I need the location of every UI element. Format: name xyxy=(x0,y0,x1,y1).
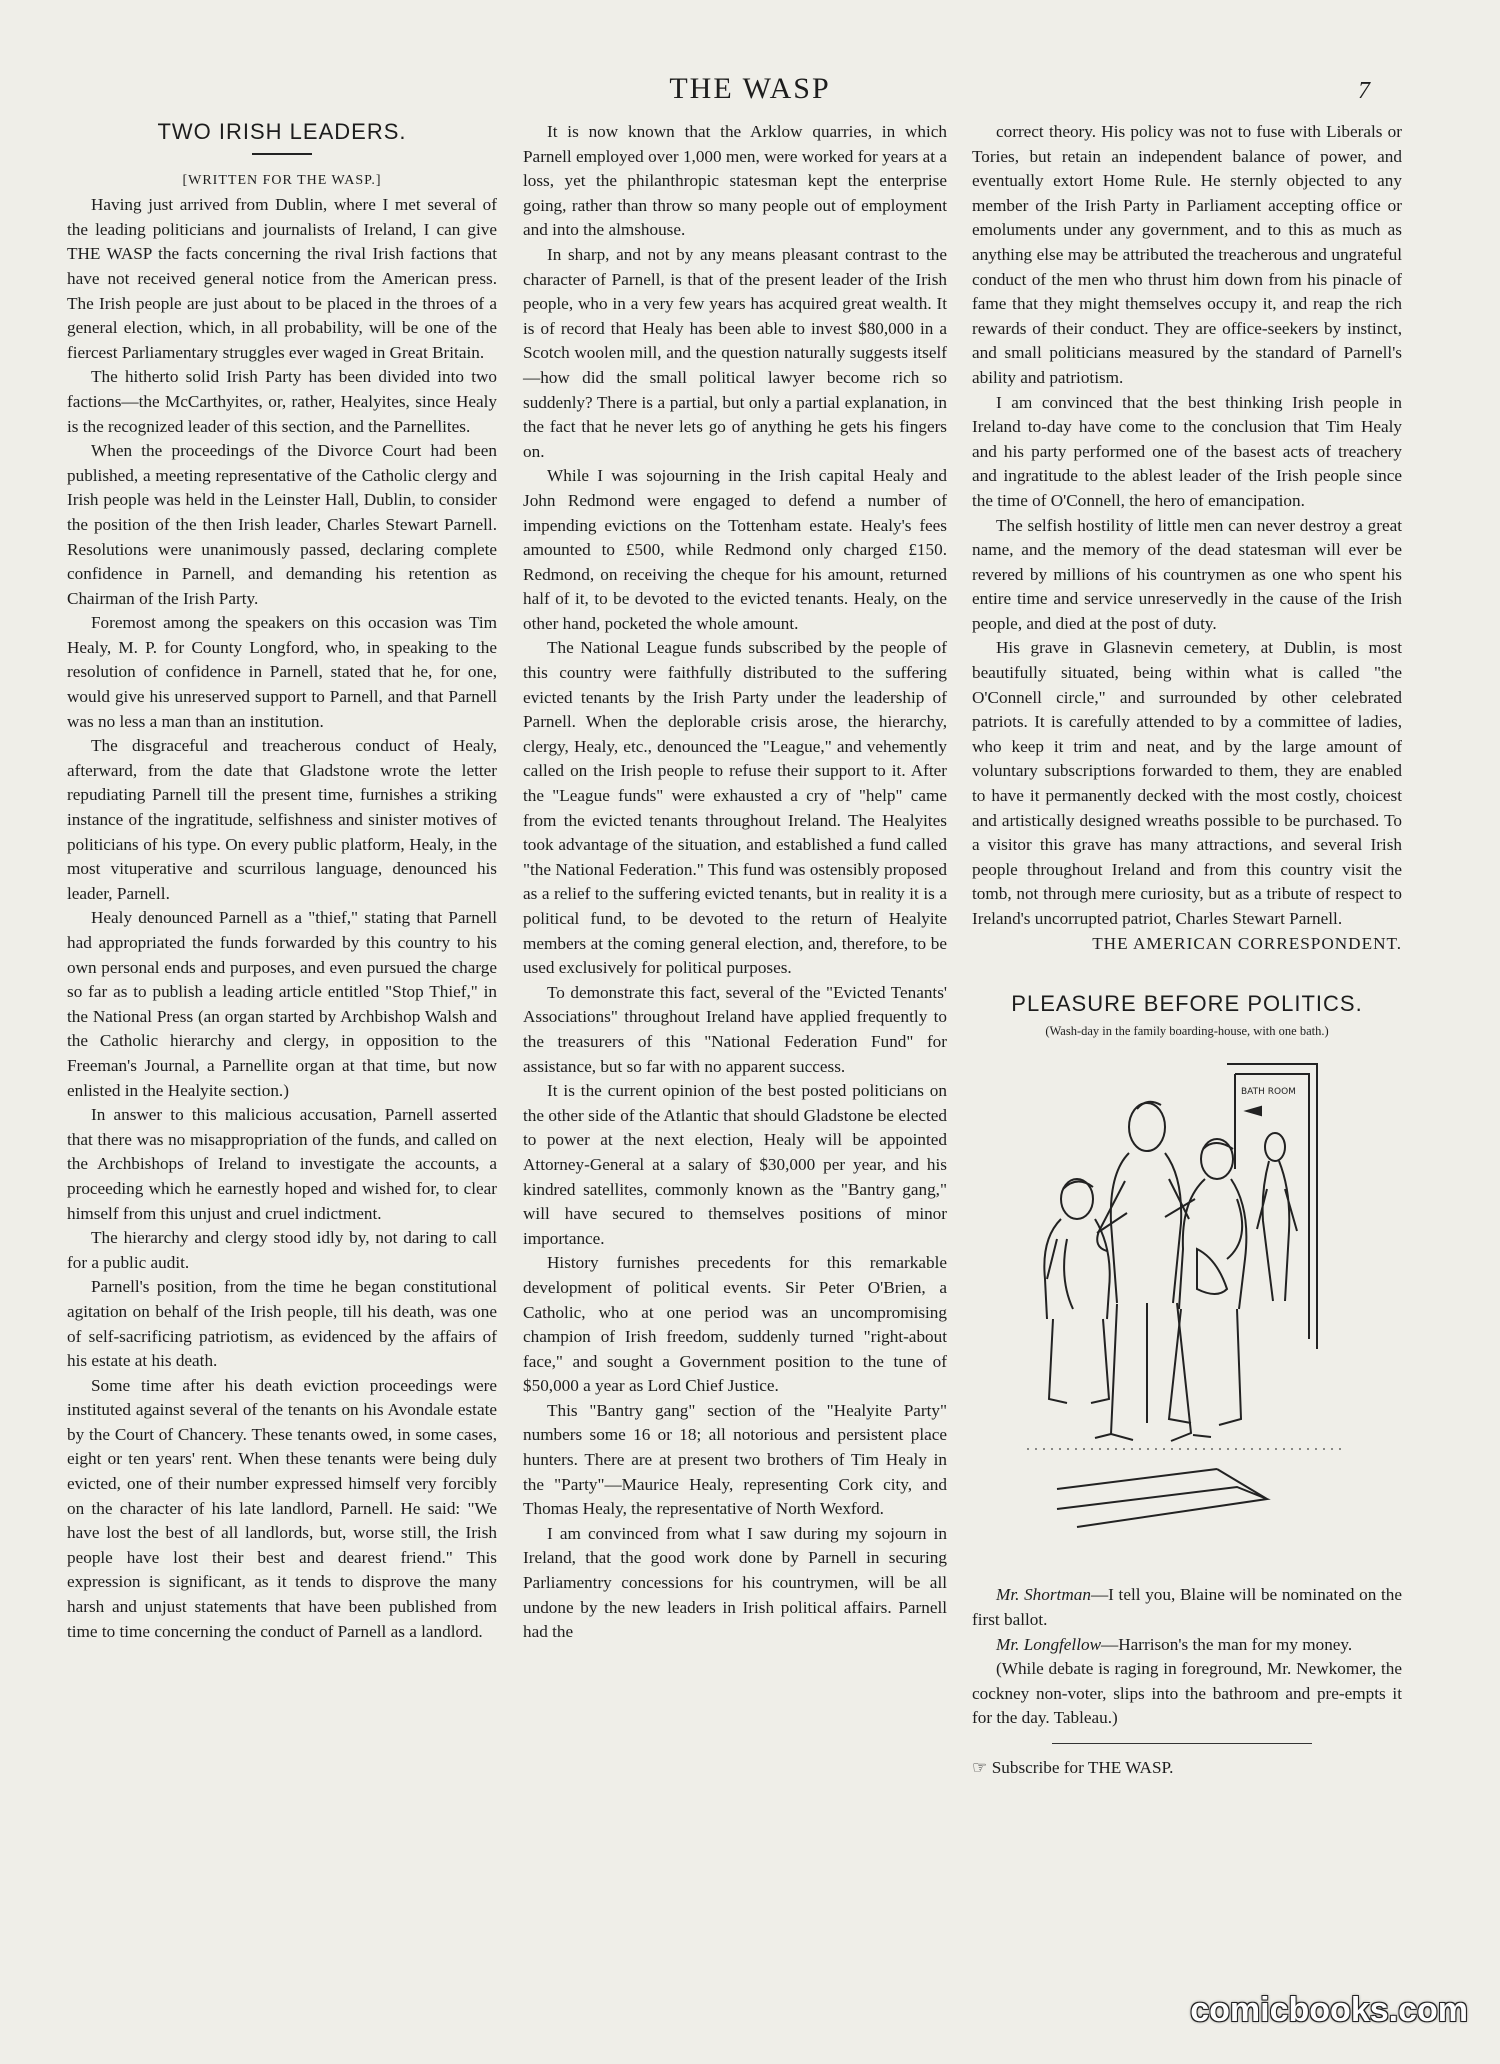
caption-speaker-1: Mr. Shortman xyxy=(996,1585,1091,1605)
caption-speaker-2: Mr. Longfellow xyxy=(996,1634,1102,1654)
article-paragraph: The selfish hostility of little men can never destroy a great name, and the memory of the dead statesman will ever be revered by millions of his countrymen as one who spent his entire time and service unreservedly in the cause of the Irish people, and died at the post of duty. xyxy=(972,515,1402,633)
article-paragraph: Healy denounced Parnell as a "thief," stating that Parnell had appropriated the funds forwarded by this country to his own personal ends and purposes, and even pursued the charge so far as to publish a leading article entitled "Stop Thief," in the National Press (an organ started by Archbishop Walsh and the Catholic hierarchy and clergy, in opposition to the Freeman's Journal, a Parnellite organ at that time, but now enlisted in the Healyite section.) xyxy=(67,908,497,1100)
article-paragraph: When the proceedings of the Divorce Court had been published, a meeting representative of the Catholic clergy and Irish people was held in the Leinster Hall, Dublin, to consider the position of the then Irish leader, Charles Stewart Parnell. Resolutions were unanimously passed, declaring complete confidence in Parnell, and demanding his retention as Chairman of the Irish Party. xyxy=(67,441,497,608)
caption-line-1 xyxy=(972,1583,1402,1632)
subscribe-note xyxy=(972,1756,1402,1781)
page-number: 7 xyxy=(1358,78,1370,104)
article-paragraph: While I was sojourning in the Irish capital Healy and John Redmond were engaged to defend a number of impending evictions on the Tottenham estate. Healy's fees amounted to £500, while Redmond only charged £150. Redmond, on receiving the cheque for his amount, returned half of it, to be devoted to the evicted tenants. Healy, on the other hand, pocketed the whole amount. xyxy=(523,466,947,633)
pointing-hand-icon: ☞ xyxy=(972,1757,988,1777)
masthead: THE WASP xyxy=(669,72,831,105)
article-paragraph: History furnishes precedents for this remarkable development of political events. Sir Peter O'Brien, a Catholic, who at one period was an uncompromising champion of Irish freedom, suddenly turned "right-about face," and sought a Government position to the tune of $50,000 a year as Lord Chief Justice. xyxy=(523,1253,947,1396)
caption-text-1: —I tell you, Blaine will be nominated on the first ballot. xyxy=(972,1585,1402,1629)
cartoon-illustration xyxy=(1017,1049,1357,1569)
article-paragraph: The hierarchy and clergy stood idly by, not daring to call for a public audit. xyxy=(67,1228,497,1272)
subscribe-text: Subscribe for THE WASP. xyxy=(991,1757,1174,1777)
cartoon-subtitle: (Wash-day in the family boarding-house, with one bath.) xyxy=(1045,1023,1329,1038)
caption-line-3 xyxy=(972,1657,1402,1731)
article-paragraph: correct theory. His policy was not to fuse with Liberals or Tories, but retain an independent balance of power, and eventually extort Home Rule. He sternly objected to any member of the Irish Party in Parliament accepting office or emoluments under any government, and to this as much as anything else may be attributed the treacherous and ungrateful conduct of the men who thrust him down from his pinacle of fame that they might themselves occupy it, and reap the rich rewards of their conduct. They are office-seekers by instinct, and small politicians measured by the standard of Parnell's ability and patriotism. xyxy=(972,122,1402,387)
caption-rule xyxy=(1052,1743,1312,1744)
article-paragraph: Having just arrived from Dublin, where I met several of the leading politicians and journalists of Ireland, I can give THE WASP the facts concerning the rival Irish factions that have not received general notice from the American press. The Irish people are just about to be placed in the throes of a general election, which, in all probability, will be one of the fiercest Parliamentary struggles ever waged in Great Britain. xyxy=(67,195,497,362)
column-1 xyxy=(67,120,497,1644)
cartoon-title: PLEASURE BEFORE POLITICS. xyxy=(1011,991,1363,1017)
title-rule xyxy=(252,153,312,155)
article-paragraph: Some time after his death eviction proceedings were instituted against several of the tenants on his Avondale estate by the Court of Chancery. These tenants owed, in some cases, eight or ten years' rent. When these tenants were being duly evicted, one of their number expressed himself very forcibly on the character of his late landlord, Parnell. He said: "We have lost the best of all landlords, but, worse still, the Irish people have lost their best and dearest friend." This expression is significant, as it tends to disprove the many harsh and unjust statements that have been published from time to time concerning the conduct of Parnell as a landlord. xyxy=(67,1375,497,1641)
article-paragraph: His grave in Glasnevin cemetery, at Dublin, is most beautifully situated, being within what is called "the O'Connell circle," and surrounded by other celebrated patriots. It is carefully attended to by a committee of ladies, who keep it trim and neat, and by the large amount of voluntary subscriptions forwarded to them, they are enabled to have it permanently decked with the most costly, choicest and artistically designed wreaths possible to be purchased. To a visitor this grave has many attractions, and several Irish people throughout Ireland and from this country visit the tomb, not through mere curiosity, but as a tribute of respect to Ireland's uncorrupted patriot, Charles Stewart Parnell. xyxy=(972,638,1402,928)
door-sign: BATH ROOM xyxy=(1241,1087,1296,1098)
article-paragraph: It is now known that the Arklow quarries, in which Parnell employed over 1,000 men, were worked for years at a loss, yet the philanthropic statesman kept the enterprise going, rather than throw so many people out of employment and into the almshouse. xyxy=(523,122,947,240)
article-paragraph: In answer to this malicious accusation, Parnell asserted that there was no misappropriation of the funds, and called on the Archbishops of Ireland to investigate the accounts, a proceeding which he earnestly hoped and wished for, to clear himself from this unjust and cruel indictment. xyxy=(67,1105,497,1223)
article-paragraph: This "Bantry gang" section of the "Healyite Party" numbers some 16 or 18; all notorious and persistent place hunters. There are at present two brothers of Tim Healy in the "Party"—Maurice Healy, representing Cork city, and Thomas Healy, the representative of North Wexford. xyxy=(523,1400,947,1519)
cartoon-caption xyxy=(972,1583,1402,1731)
article-paragraph: I am convinced from what I saw during my sojourn in Ireland, that the good work done by Parnell in securing Parliamentry concessions for his countrymen, will be all undone by the new leaders in Irish political affairs. Parnell had the xyxy=(523,1523,947,1642)
article-paragraph: Foremost among the speakers on this occasion was Tim Healy, M. P. for County Longford, who, in speaking to the resolution of confidence in Parnell, stated that he, for one, would give his unreserved support to Parnell, and that Parnell was no less a man than an institution. xyxy=(67,613,497,731)
article-paragraph: I am convinced that the best thinking Irish people in Ireland to-day have come to the conclusion that Tim Healy and his party performed one of the basest acts of treachery and ingratitude to the ablest leader of the Irish people since the time of O'Connell, the hero of emancipation. xyxy=(972,392,1402,510)
column-3 xyxy=(972,120,1402,1781)
article-paragraph: The hitherto solid Irish Party has been divided into two factions—the McCarthyites, or, rather, Healyites, since Healy is the recognized leader of this section, and the Parnellites. xyxy=(67,367,497,436)
article-title: TWO IRISH LEADERS. xyxy=(157,119,407,144)
article-paragraph: The National League funds subscribed by the people of this country were faithfully distributed to the suffering evicted tenants by the Irish Party under the leadership of Parnell. When the deplorable crisis arose, the hierarchy, clergy, Healy, etc., denounced the "League," and vehemently called on the Irish people to refuse their support to it. After the "League funds" were exhausted a cry of "help" came from the evicted tenants throughout Ireland. The Healyites took advantage of the situation, and established a fund called "the National Federation." This fund was ostensibly proposed as a relief to the suffering evicted tenants, but in reality it is a political fund, to be devoted to the return of Healyite members at the coming general election, and, therefore, to be used exclusively for political purposes. xyxy=(523,638,947,978)
watermark: comicbooks.com xyxy=(1190,1991,1468,2029)
column-2-body xyxy=(523,120,947,1645)
article-paragraph: Parnell's position, from the time he began constitutional agitation on behalf of the Irish people, till his death, was one of self-sacrificing patriotism, as evidenced by the affairs of his estate at his death. xyxy=(67,1277,497,1371)
written-for-line: [WRITTEN FOR THE WASP.] xyxy=(182,172,382,188)
door-frame xyxy=(1227,1064,1317,1349)
article-paragraph: To demonstrate this fact, several of the "Evicted Tenants' Associations" throughout Ireland have applied frequently to the treasurers of this "National Federation Fund" for assistance, but so far with no apparent success. xyxy=(523,982,947,1076)
caption-text-3: (While debate is raging in foreground, Mr. Newkomer, the cockney non-voter, slips into the bathroom and pre-empts it for the day. Tableau.) xyxy=(972,1659,1402,1728)
column-1-body xyxy=(67,193,497,1644)
caption-line-2 xyxy=(972,1633,1402,1658)
article-paragraph: The disgraceful and treacherous conduct of Healy, afterward, from the date that Gladstone wrote the letter repudiating Parnell till the present time, furnishes a striking instance of the ingratitude, selfishness and sinister motives of politicians of his type. On every public platform, Healy, in the most vituperative and scurrilous language, denounced his leader, Parnell. xyxy=(67,736,497,903)
article-paragraph: In sharp, and not by any means pleasant contrast to the character of Parnell, is that of the present leader of the Irish people, who in a very few years has acquired great wealth. It is of record that Healy has been able to invest $80,000 in a Scotch woolen mill, and the question naturally suggests itself—how did the small political lawyer become rich so suddenly? There is a partial, but only a partial explanation, in the fact that he never lets go of anything he gets his fingers on. xyxy=(523,244,947,461)
column-3-body xyxy=(972,120,1402,932)
article-signature: THE AMERICAN CORRESPONDENT. xyxy=(1092,933,1402,953)
column-2 xyxy=(523,120,947,1645)
article-paragraph: It is the current opinion of the best posted politicians on the other side of the Atlantic that should Gladstone be elected to power at the next election, Healy will be appointed Attorney-General at a salary of $30,000 per year, and his kindred satellites, commonly known as the "Bantry gang," will have secured to themselves positions of minor importance. xyxy=(523,1081,947,1248)
caption-text-2: —Harrison's the man for my money. xyxy=(1101,1634,1353,1654)
